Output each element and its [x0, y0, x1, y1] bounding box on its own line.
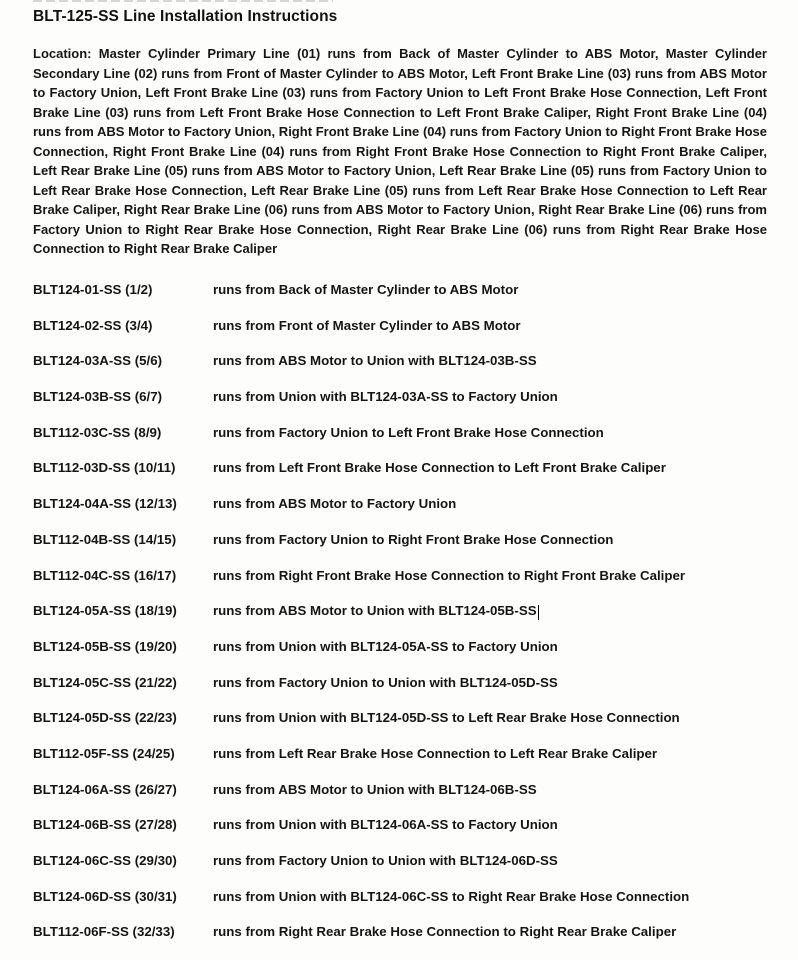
- part-description: runs from Right Rear Brake Hose Connection to Right Rear Brake Caliper: [213, 924, 677, 940]
- part-row: [33, 746, 778, 782]
- part-number: BLT124-03A-SS (5/6): [33, 353, 163, 369]
- part-description: runs from Union with BLT124-06C-SS to Right Rear Brake Hose Connection: [213, 888, 690, 904]
- part-description: runs from Back of Master Cylinder to ABS Motor: [213, 282, 519, 297]
- part-row: [33, 924, 778, 960]
- part-number: BLT124-06B-SS (27/28): [33, 817, 177, 833]
- part-row: [33, 782, 778, 818]
- document-title: BLT-125-SS Line Installation Instructions: [33, 8, 338, 25]
- part-row: [33, 817, 778, 853]
- part-row: [33, 460, 778, 496]
- part-number: BLT124-05D-SS (22/23): [33, 710, 177, 726]
- part-number: BLT124-05B-SS (19/20): [33, 638, 177, 654]
- part-description: runs from ABS Motor to Union with BLT124-06B-SS: [213, 781, 537, 797]
- part-row: [33, 389, 778, 425]
- part-description: runs from ABS Motor to Union with BLT124-03B-SS: [213, 353, 537, 369]
- part-row: [33, 282, 778, 318]
- part-row: [33, 853, 778, 889]
- part-number: BLT112-06F-SS (32/33): [33, 924, 175, 940]
- cropped-text-artifact: [33, 0, 333, 2]
- part-description: runs from Factory Union to Union with BLT124-05D-SS: [213, 674, 558, 690]
- part-number: BLT112-05F-SS (24/25): [33, 745, 175, 761]
- part-description: runs from Right Front Brake Hose Connection to Right Front Brake Caliper: [213, 567, 686, 583]
- text-cursor: [538, 605, 540, 620]
- part-row: [33, 353, 778, 389]
- part-number: BLT124-02-SS (3/4): [33, 317, 153, 333]
- part-row: [33, 532, 778, 568]
- part-number: BLT124-03B-SS (6/7): [33, 389, 163, 405]
- part-description: runs from Left Front Brake Hose Connection to Left Front Brake Caliper: [213, 460, 666, 476]
- part-description: runs from ABS Motor to Factory Union: [213, 496, 457, 512]
- parts-list: [33, 282, 778, 960]
- part-row: [33, 496, 778, 532]
- part-number: BLT124-05A-SS (18/19): [33, 603, 177, 619]
- part-description: runs from Factory Union to Right Front Brake Hose Connection: [213, 531, 614, 547]
- part-description: runs from Union with BLT124-05D-SS to Left Rear Brake Hose Connection: [213, 710, 680, 726]
- part-description: runs from Front of Master Cylinder to ABS Motor: [213, 317, 521, 333]
- part-number: BLT112-04C-SS (16/17): [33, 567, 177, 583]
- part-number: BLT112-03D-SS (10/11): [33, 460, 176, 476]
- part-number: BLT112-04B-SS (14/15): [33, 531, 177, 547]
- part-row: [33, 568, 778, 604]
- part-row: [33, 710, 778, 746]
- part-number: BLT124-06D-SS (30/31): [33, 888, 177, 904]
- part-description: runs from Union with BLT124-03A-SS to Factory Union: [213, 389, 558, 405]
- part-row: [33, 425, 778, 461]
- part-number: BLT124-01-SS (1/2): [33, 282, 153, 297]
- part-row: [33, 603, 778, 639]
- part-description: runs from Factory Union to Union with BLT124-06D-SS: [213, 853, 558, 868]
- part-description: runs from Left Rear Brake Hose Connection to Left Rear Brake Caliper: [213, 745, 658, 761]
- part-description-text: runs from ABS Motor to Union with BLT124-05B-SS: [213, 603, 537, 619]
- part-number: BLT124-06C-SS (29/30): [33, 853, 177, 868]
- part-description: [213, 603, 778, 619]
- part-row: [33, 675, 778, 711]
- part-number: BLT124-04A-SS (12/13): [33, 496, 177, 512]
- part-row: [33, 889, 778, 925]
- part-row: [33, 318, 778, 354]
- part-number: BLT112-03C-SS (8/9): [33, 424, 162, 440]
- part-number: BLT124-05C-SS (21/22): [33, 674, 177, 690]
- location-paragraph: Location: Master Cylinder Primary Line (01) runs from Back of Master Cylinder to ABS Motor, Master Cylinder Secondary Line (02) runs from Front of Master Cylinder to ABS Motor, Left Front Brake Line (03) runs from ABS Motor to Factory Union, Left Front Brake Line (03) runs from Factory Union to Left Front Brake Hose Connection, Left Front Brake Line (03) runs from Left Front Brake Hose Connection to Left Front Brake Caliper, Right Front Brake Line (04) runs from ABS Motor to Factory Union, Right Front Brake Line (04) runs from Factory Union to Right Front Brake Hose Connection, Right Front Brake Line (04) runs from Right Front Brake Hose Connection to Right Front Brake Caliper, Left Rear Brake Line (05) runs from ABS Motor to Factory Union, Left Rear Brake Line (05) runs from Factory Union to Left Rear Brake Hose Connection, Left Rear Brake Line (05) runs from Left Rear Brake Hose Connection to Left Rear Brake Caliper, Right Rear Brake Line (06) runs from ABS Motor to Factory Union, Right Rear Brake Line (06) runs from Factory Union to Right Rear Brake Hose Connection, Right Rear Brake Line (06) runs from Right Rear Brake Hose Connection to Right Rear Brake Caliper: [33, 46, 767, 256]
- part-row: [33, 639, 778, 675]
- part-description: runs from Union with BLT124-06A-SS to Factory Union: [213, 817, 558, 833]
- part-description: runs from Union with BLT124-05A-SS to Factory Union: [213, 638, 558, 654]
- part-description: runs from Factory Union to Left Front Brake Hose Connection: [213, 424, 604, 440]
- part-number: BLT124-06A-SS (26/27): [33, 781, 177, 797]
